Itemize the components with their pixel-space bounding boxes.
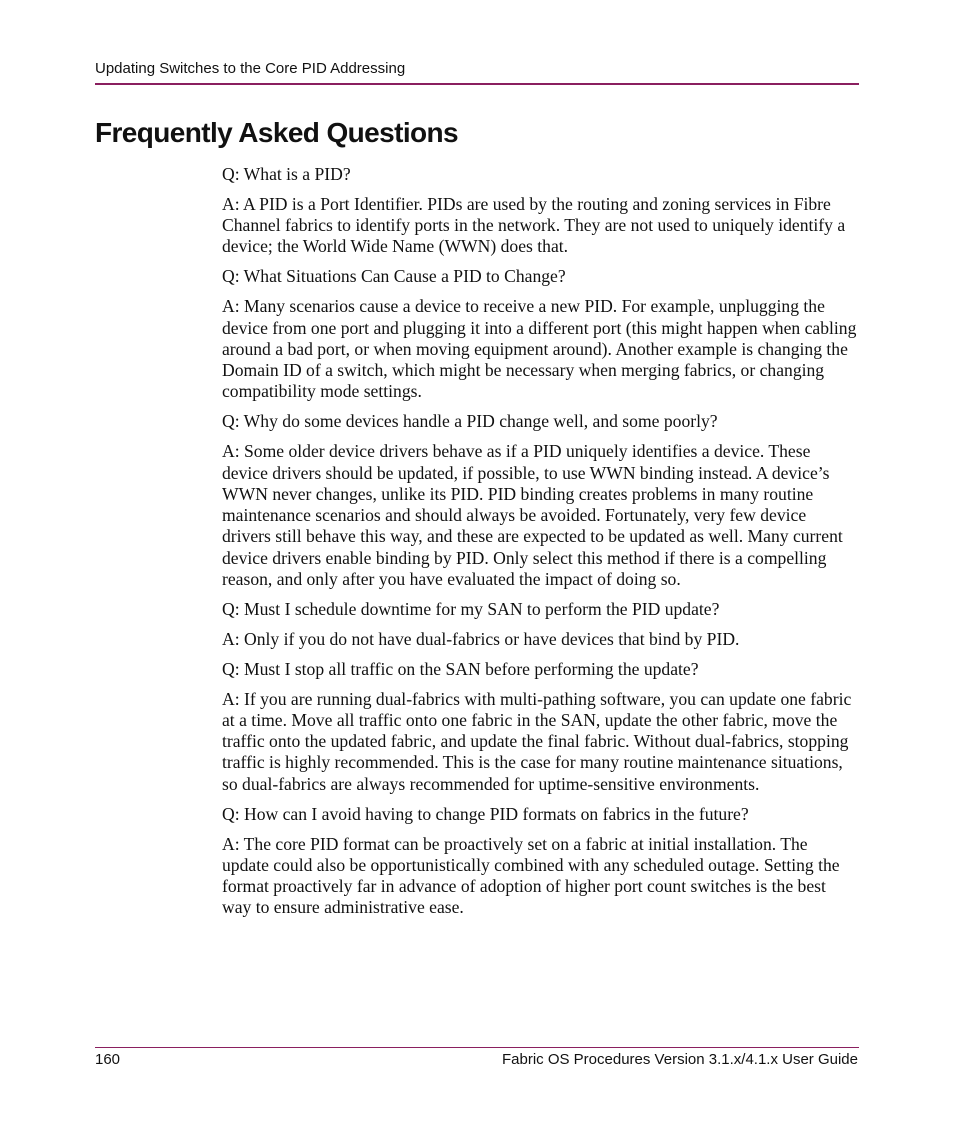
faq-question: Q: Why do some devices handle a PID change well, and some poorly? bbox=[222, 411, 718, 432]
faq-answer: A: Only if you do not have dual-fabrics or have devices that bind by PID. bbox=[222, 628, 740, 649]
faq-question: Q: Must I stop all traffic on the SAN before performing the update? bbox=[222, 658, 699, 679]
footer-doc-title: Fabric OS Procedures Version 3.1.x/4.1.x User Guide bbox=[502, 1051, 858, 1068]
faq-question: Q: How can I avoid having to change PID formats on fabrics in the future? bbox=[222, 803, 749, 824]
page-number: 160 bbox=[95, 1051, 121, 1068]
faq-answer: A: A PID is a Port Identifier. PIDs are used by the routing and zoning services in Fibre Channel fabrics to identify ports in the network. They are not used to uniquely identify a device; the World Wide Name (WWN) does that. bbox=[222, 193, 846, 257]
faq-question: Q: Must I schedule downtime for my SAN to perform the PID update? bbox=[222, 598, 720, 619]
faq-answer: A: Some older device drivers behave as if a PID uniquely identifies a device. These device drivers should be updated, if possible, to use WWN binding instead. A device’s WWN never changes, unlike its PID. PID binding creates problems in many routine maintenance scenarios and should always be avoided. Fortunately, very few device drivers still behave this way, and these are expected to be updated as well. Many current device drivers enable binding by PID. Only select this method if there is a compelling reason, and only after you have evaluated the impact of doing so. bbox=[222, 441, 843, 590]
faq-question: Q: What Situations Can Cause a PID to Change? bbox=[222, 266, 566, 287]
faq-list bbox=[222, 164, 858, 927]
running-header: Updating Switches to the Core PID Addressing bbox=[95, 60, 406, 77]
faq-question: Q: What is a PID? bbox=[222, 164, 351, 184]
faq-answer: A: Many scenarios cause a device to receive a new PID. For example, unplugging the device from one port and plugging it into a different port (this might happen when cabling around a bad port, or when moving equipment around). Another example is changing the Domain ID of a switch, which might be necessary when merging fabrics, or changing compatibility mode settings. bbox=[222, 296, 857, 402]
header-rule bbox=[95, 83, 859, 85]
faq-answer: A: The core PID format can be proactively set on a fabric at initial installation. The update could also be opportunistically combined with any scheduled outage. Setting the format proactively far in advance of adoption of higher port count switches is the best way to ensure administrative ease. bbox=[222, 833, 840, 918]
faq-answer: A: If you are running dual-fabrics with multi-pathing software, you can update one fabric at a time. Move all traffic onto one fabric in the SAN, update the other fabric, move the traffic onto the updated fabric, and update the final fabric. Without dual-fabrics, stopping traffic is highly recommended. This is the case for many routine maintenance situations, so dual-fabrics are always recommended for uptime-sensitive environments. bbox=[222, 688, 852, 794]
page-title: Frequently Asked Questions bbox=[95, 117, 459, 148]
footer-rule bbox=[95, 1047, 859, 1048]
